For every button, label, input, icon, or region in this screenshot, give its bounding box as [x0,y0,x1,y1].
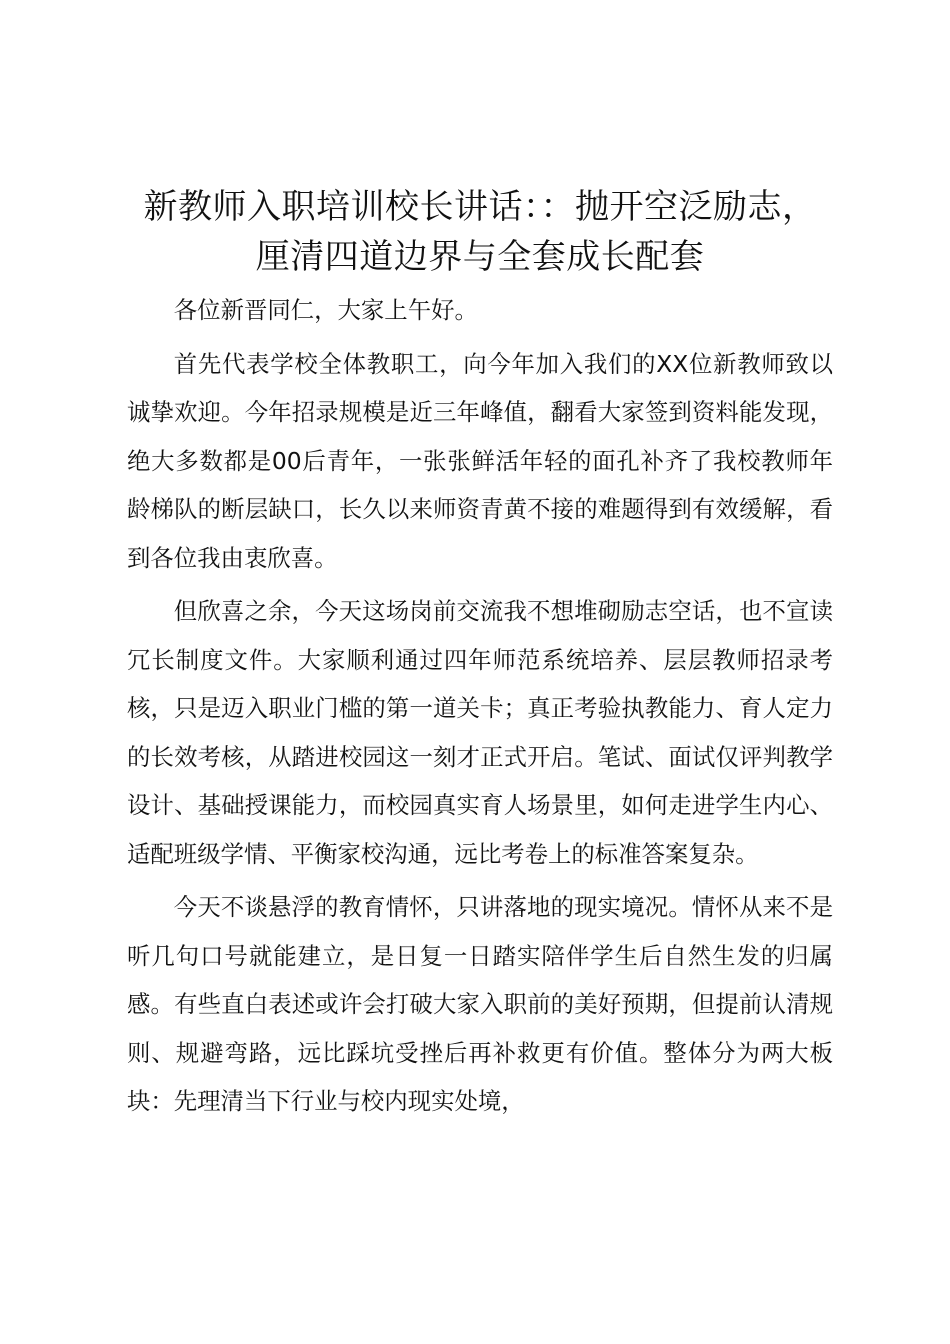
paragraph-reality: 但欣喜之余，今天这场岗前交流我不想堆砌励志空话，也不宣读冗长制度文件。大家顺利通过四年师范系统培养、层层教师招录考核，只是迈入职业门槛的第一道关卡；真正考验执教能力、育人定力的长效考核，从踏进校园这一刻才正式开启。笔试、面试仅评判教学设计、基础授课能力，而校园真实育人场景里，如何走进学生内心、适配班级学情、平衡家校沟通，远比考卷上的标准答案复杂。 [127,597,833,868]
title-line-2: 厘清四道边界与全套成长配套 [255,237,705,277]
title-line-1: 新教师入职培训校长讲话：：抛开空泛励志， [143,187,817,227]
paragraph-welcome: 首先代表学校全体教职工，向今年加入我们的XX位新教师致以诚挚欢迎。今年招录规模是近三年峰值，翻看大家签到资料能发现，绝大多数都是00后青年，一张张鲜活年轻的面孔补齐了我校教师年龄梯队的断层缺口，长久以来师资青黄不接的难题得到有效缓解，看到各位我由衷欣喜。 [127,349,833,572]
paragraph-greeting: 各位新晋同仁，大家上午好。 [173,296,478,324]
document-title [120,182,840,282]
document-body [127,286,833,1126]
paragraph-outline: 今天不谈悬浮的教育情怀，只讲落地的现实境况。情怀从来不是听几句口号就能建立，是日复一日踏实陪伴学生后自然生发的归属感。有些直白表述或许会打破大家入职前的美好预期，但提前认清规则、规避弯路，远比踩坑受挫后再补救更有价值。整体分为两大板块：先理清当下行业与校内现实处境， [127,893,833,1115]
